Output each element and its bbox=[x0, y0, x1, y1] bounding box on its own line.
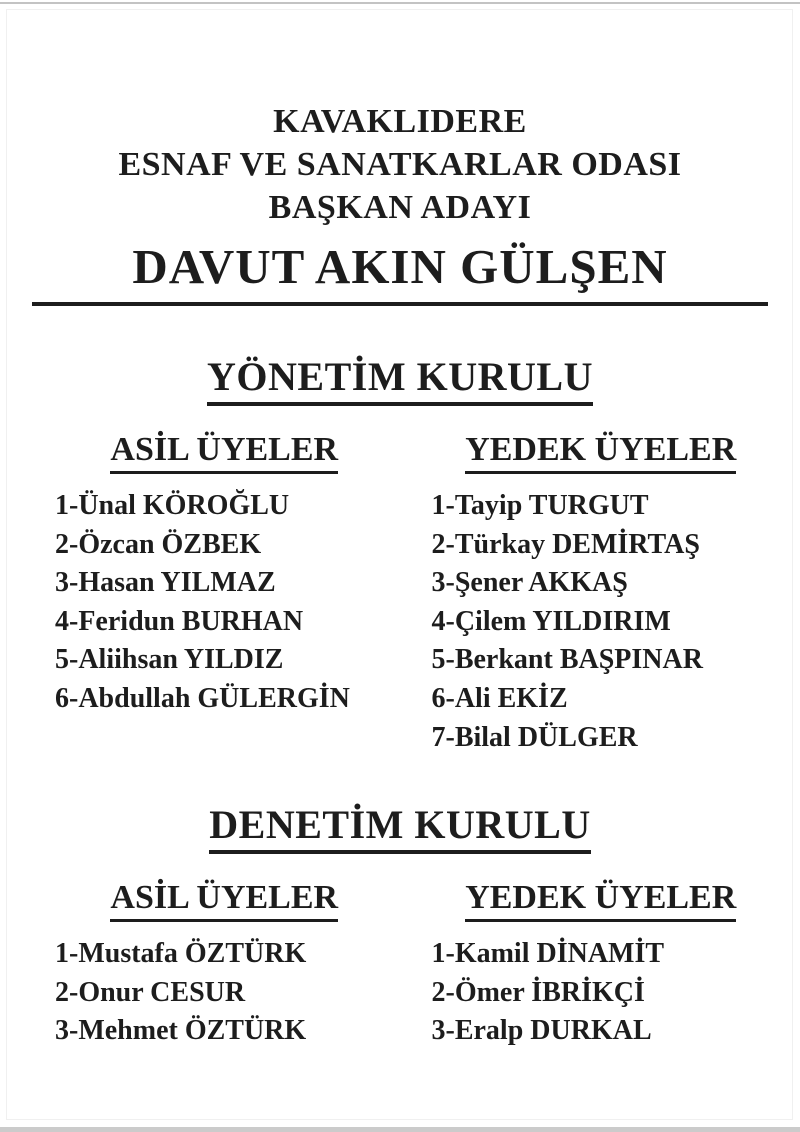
member-item: 1-Tayip TURGUT bbox=[431, 490, 649, 521]
column-yedek-uyeler bbox=[432, 432, 771, 757]
member-item: 2-Özcan ÖZBEK bbox=[55, 528, 262, 560]
member-item: 2-Türkay DEMİRTAŞ bbox=[431, 528, 700, 560]
section-title-text: YÖNETİM KURULU bbox=[207, 356, 593, 406]
member-item: 7-Bilal DÜLGER bbox=[431, 721, 638, 753]
member-item: 6-Ali EKİZ bbox=[431, 682, 568, 714]
column-heading bbox=[55, 880, 394, 922]
member-item: 5-Berkant BAŞPINAR bbox=[431, 644, 703, 676]
column-heading-text: ASİL ÜYELER bbox=[110, 432, 338, 474]
member-list bbox=[432, 935, 771, 1051]
member-item: 1-Mustafa ÖZTÜRK bbox=[55, 938, 307, 970]
section-denetim-kurulu bbox=[0, 804, 800, 1051]
column-heading bbox=[432, 880, 771, 922]
member-item: 5-Aliihsan YILDIZ bbox=[55, 644, 284, 676]
member-item: 2-Onur CESUR bbox=[55, 976, 246, 1008]
section-title-text: DENETİM KURULU bbox=[209, 804, 590, 854]
member-list bbox=[55, 487, 394, 719]
column-asil-uyeler bbox=[55, 432, 394, 757]
column-heading bbox=[55, 432, 394, 474]
org-name-line-1: KAVAKLIDERE bbox=[273, 103, 527, 140]
column-asil-uyeler bbox=[55, 880, 394, 1051]
member-item: 4-Çilem YILDIRIM bbox=[431, 605, 671, 637]
candidate-name: DAVUT AKIN GÜLŞEN bbox=[132, 239, 668, 294]
member-item: 6-Abdullah GÜLERGİN bbox=[55, 682, 350, 714]
member-list bbox=[55, 935, 394, 1051]
member-item: 3-Mehmet ÖZTÜRK bbox=[55, 1015, 307, 1047]
org-name-line-3: BAŞKAN ADAYI bbox=[268, 189, 532, 226]
poster-header bbox=[0, 100, 800, 306]
column-heading-text: ASİL ÜYELER bbox=[110, 880, 338, 922]
member-item: 4-Feridun BURHAN bbox=[55, 605, 304, 637]
column-yedek-uyeler bbox=[432, 880, 771, 1051]
member-item: 1-Ünal KÖROĞLU bbox=[55, 490, 290, 521]
member-item: 3-Eralp DURKAL bbox=[431, 1015, 652, 1047]
section-title bbox=[0, 356, 800, 406]
section-columns bbox=[0, 432, 800, 757]
section-columns bbox=[0, 880, 800, 1051]
header-divider bbox=[32, 302, 768, 306]
member-list bbox=[432, 487, 771, 757]
column-heading-text: YEDEK ÜYELER bbox=[465, 432, 736, 474]
column-heading bbox=[432, 432, 771, 474]
member-item: 2-Ömer İBRİKÇİ bbox=[431, 976, 645, 1008]
section-title bbox=[0, 804, 800, 854]
scan-edge-bottom bbox=[0, 1127, 800, 1132]
org-name-line-2: ESNAF VE SANATKARLAR ODASI bbox=[118, 146, 682, 183]
member-item: 3-Şener AKKAŞ bbox=[431, 567, 628, 599]
column-heading-text: YEDEK ÜYELER bbox=[465, 880, 736, 922]
section-yonetim-kurulu bbox=[0, 356, 800, 757]
member-item: 3-Hasan YILMAZ bbox=[55, 567, 276, 599]
member-item: 1-Kamil DİNAMİT bbox=[431, 938, 665, 970]
